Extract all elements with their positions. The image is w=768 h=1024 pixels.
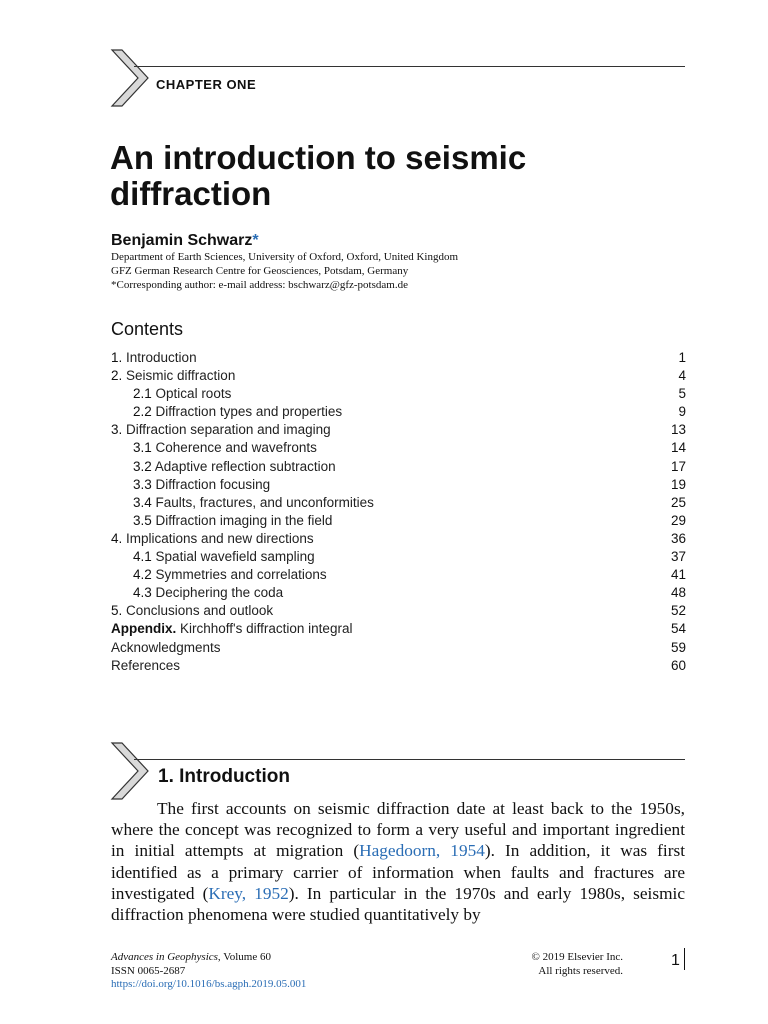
body-text-2: ). In addition, it was first identified as a primary carrier of information when faults and fractures are investigated (	[111, 841, 685, 903]
toc-entry-title: Diffraction types and properties	[155, 404, 343, 420]
page-number-rule	[684, 948, 685, 970]
toc-entry-page: 29	[670, 512, 686, 528]
toc-entry-number: 3.	[111, 422, 123, 438]
toc-entry[interactable]	[111, 439, 686, 457]
toc-entry-number: 3.1	[133, 440, 152, 456]
toc-entry-number: Appendix.	[111, 621, 177, 637]
toc-entry-page: 41	[670, 567, 686, 583]
toc-entry[interactable]	[111, 349, 686, 367]
toc-entry[interactable]	[111, 602, 686, 620]
toc-entry-title: Faults, fractures, and unconformities	[155, 494, 374, 510]
section-heading: 1. Introduction	[158, 766, 290, 787]
toc-entry-page: 25	[670, 494, 686, 510]
corresponding-email: *Corresponding author: e-mail address: bschwarz@gfz-potsdam.de	[111, 279, 408, 291]
toc-entry-page: 17	[670, 458, 686, 474]
body-text-1: The first accounts on seismic diffraction date at least back to the 1950s, where the concept was recognized to form a very useful and important ingredient in initial attempts at migration (	[111, 799, 685, 861]
corresponding-marker[interactable]: *	[252, 232, 259, 249]
toc-entry-page: 59	[670, 639, 686, 655]
affiliation-1: Department of Earth Sciences, University of Oxford, Oxford, United Kingdom	[111, 251, 459, 263]
toc-entry-number: 3.5	[133, 512, 152, 528]
toc-entry-page: 60	[670, 657, 686, 673]
toc-entry-title: Optical roots	[155, 386, 232, 402]
toc-entry-page: 36	[670, 530, 686, 546]
toc-entry-number: 2.2	[133, 404, 152, 420]
page-number: 1	[671, 952, 680, 969]
toc-entry[interactable]	[111, 385, 686, 403]
toc-entry-page: 5	[678, 386, 686, 402]
toc-entry-title: Diffraction separation and imaging	[126, 422, 331, 438]
toc-entry-title: Diffraction imaging in the field	[155, 512, 333, 528]
body-paragraph	[111, 798, 685, 925]
toc-entry-title: Conclusions and outlook	[126, 603, 274, 619]
contents-heading: Contents	[111, 319, 184, 339]
citation-krey[interactable]: Krey, 1952	[208, 883, 289, 903]
author-name	[111, 232, 259, 250]
affiliation-2: GFZ German Research Centre for Geosciences, Potsdam, Germany	[111, 265, 409, 277]
toc-entry-title: Adaptive reflection subtraction	[154, 458, 336, 474]
chapter-rule	[134, 66, 685, 67]
toc-entry-number: 4.3	[133, 585, 152, 601]
toc-entry-number: 1.	[111, 350, 123, 365]
toc-entry-title: Deciphering the coda	[155, 585, 284, 601]
toc-entry[interactable]	[111, 421, 686, 439]
toc-entry-page: 19	[670, 476, 686, 492]
journal-name: Advances in Geophysics	[111, 951, 218, 963]
toc-entry-title: Acknowledgments	[111, 639, 221, 655]
toc-entry-title: Kirchhoff's diffraction integral	[180, 621, 353, 637]
toc-entry[interactable]	[111, 657, 686, 675]
toc-entry-page: 4	[678, 368, 686, 384]
author-name-text: Benjamin Schwarz	[111, 232, 253, 249]
toc-entry[interactable]	[111, 403, 686, 421]
toc-entry-number: 4.	[111, 530, 123, 546]
toc-entry[interactable]	[111, 584, 686, 602]
toc-entry-title: Diffraction focusing	[155, 476, 271, 492]
toc-entry-number: 2.1	[133, 386, 152, 402]
section-rule	[134, 759, 685, 760]
toc-entry[interactable]	[111, 476, 686, 494]
issn: ISSN 0065-2687	[111, 964, 186, 977]
toc-entry[interactable]	[111, 367, 686, 385]
toc-entry[interactable]	[111, 639, 686, 657]
table-of-contents	[111, 349, 686, 675]
toc-entry-title: Seismic diffraction	[126, 368, 236, 384]
toc-entry-number: 3.4	[133, 494, 152, 510]
copyright: © 2019 Elsevier Inc.	[531, 951, 623, 963]
toc-entry-title: Spatial wavefield sampling	[155, 549, 315, 565]
toc-entry[interactable]	[111, 530, 686, 548]
toc-entry-number: 5.	[111, 603, 123, 619]
toc-entry[interactable]	[111, 512, 686, 530]
toc-entry-title: Introduction	[126, 350, 197, 365]
toc-entry-page: 52	[670, 603, 686, 619]
toc-entry[interactable]	[111, 566, 686, 584]
rights: All rights reserved.	[538, 964, 623, 977]
chapter-chevron-icon	[110, 48, 150, 112]
footer-copyright	[503, 951, 623, 978]
toc-entry[interactable]	[111, 458, 686, 476]
body-text-3: ). In particular in the 1970s and early 1980s, seismic diffraction phenomena were studied quantitatively by	[111, 883, 685, 925]
toc-entry-title: Coherence and wavefronts	[155, 440, 317, 456]
toc-entry-page: 13	[670, 422, 686, 438]
toc-entry-page: 14	[670, 440, 686, 456]
toc-entry-title: Implications and new directions	[126, 530, 314, 546]
toc-entry-page: 1	[678, 350, 686, 365]
toc-entry-number: 3.3	[133, 476, 152, 492]
journal-volume: , Volume 60	[217, 951, 271, 963]
section-chevron-icon	[110, 741, 150, 805]
toc-entry-page: 48	[670, 585, 686, 601]
toc-entry-page: 9	[678, 404, 686, 420]
toc-entry-number: 4.2	[133, 567, 152, 583]
footer-publication-info	[111, 951, 306, 992]
toc-entry[interactable]	[111, 494, 686, 512]
toc-entry-number: 2.	[111, 368, 123, 384]
doi-link[interactable]: https://doi.org/10.1016/bs.agph.2019.05.001	[111, 978, 307, 990]
chapter-title: An introduction to seismic diffraction	[110, 139, 527, 212]
toc-entry[interactable]	[111, 548, 686, 566]
toc-entry-title: Symmetries and correlations	[155, 567, 327, 583]
toc-entry-number: 3.2	[133, 458, 152, 474]
toc-entry-page: 54	[670, 621, 686, 637]
toc-entry-page: 37	[670, 549, 686, 565]
toc-entry-title: References	[111, 657, 181, 673]
toc-entry[interactable]	[111, 620, 686, 638]
chapter-label: CHAPTER ONE	[156, 77, 257, 92]
toc-entry-number: 4.1	[133, 549, 152, 565]
citation-hagedoorn[interactable]: Hagedoorn, 1954	[359, 841, 485, 861]
